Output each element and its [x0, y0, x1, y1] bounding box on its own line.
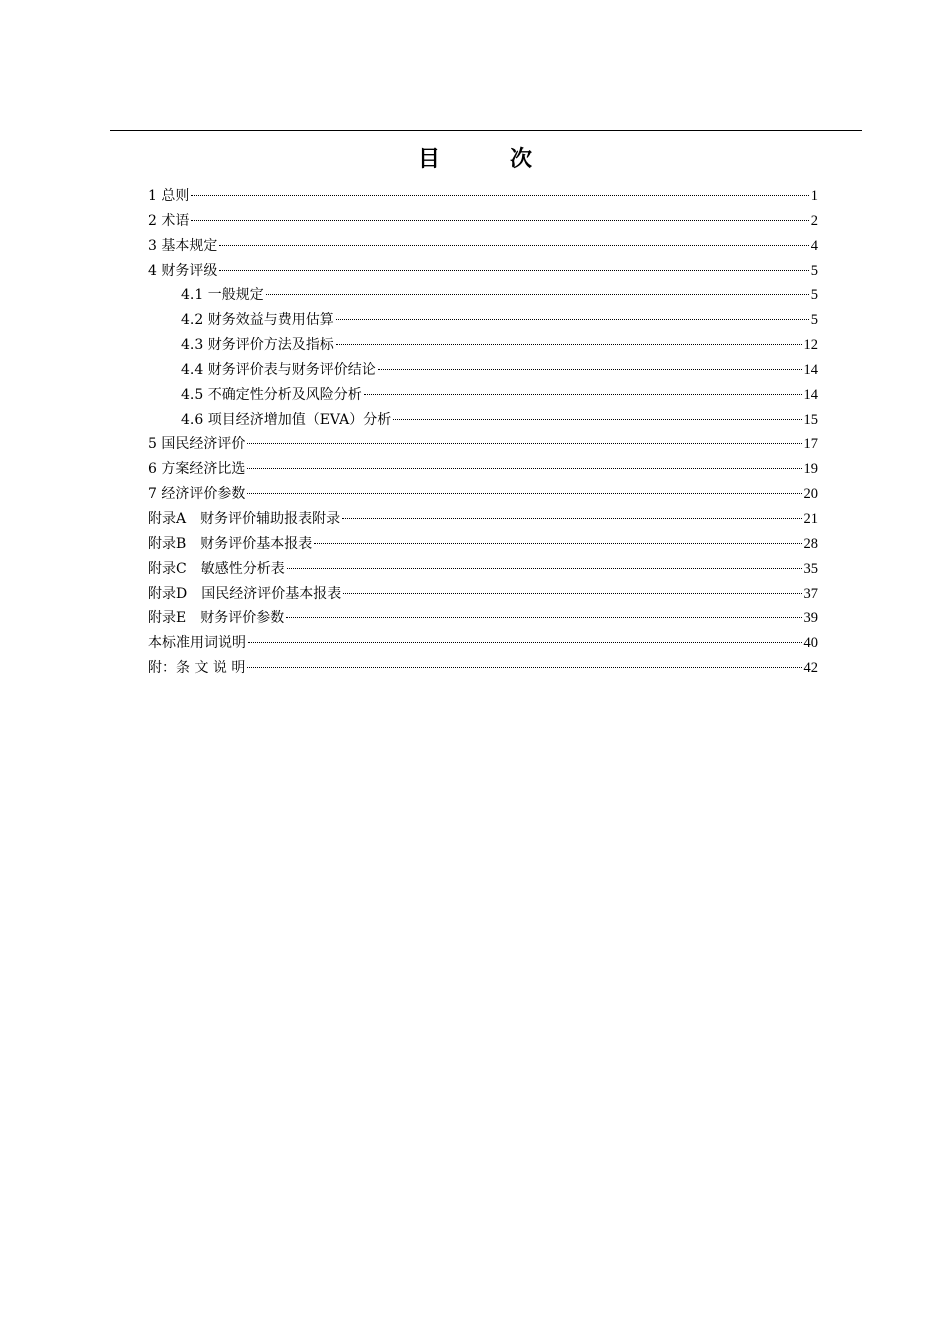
toc-entry[interactable] — [148, 606, 818, 631]
toc-entry-label: 4.3 财务评价方法及指标 — [181, 337, 334, 354]
toc-entry[interactable] — [148, 259, 818, 284]
toc-entry-page-number: 21 — [803, 510, 818, 527]
toc-dot-leader — [219, 270, 808, 271]
toc-dot-leader — [248, 642, 802, 643]
toc-entry-label: 附录D 国民经济评价基本报表 — [148, 585, 342, 602]
toc-entry-label: 5 国民经济评价 — [148, 436, 246, 453]
toc-entry-label: 4.5 不确定性分析及风险分析 — [181, 386, 362, 403]
toc-entry-label: 4.4 财务评价表与财务评价结论 — [181, 361, 376, 378]
toc-entry-label: 附录E 财务评价参数 — [148, 610, 285, 627]
header-rule — [110, 130, 862, 131]
toc-entry[interactable] — [148, 507, 818, 532]
toc-entry[interactable] — [148, 432, 818, 457]
toc-entry-label: 附录B 财务评价基本报表 — [148, 535, 313, 552]
toc-entry[interactable] — [148, 383, 818, 408]
toc-dot-leader — [191, 220, 808, 221]
toc-entry[interactable] — [148, 482, 818, 507]
toc-entry[interactable] — [148, 457, 818, 482]
toc-entry-page-number: 19 — [803, 461, 818, 478]
toc-entry-page-number: 12 — [803, 337, 818, 354]
toc-dot-leader — [336, 319, 809, 320]
toc-dot-leader — [342, 518, 801, 519]
toc-entry[interactable] — [148, 656, 818, 681]
toc-entry[interactable] — [148, 308, 818, 333]
toc-dot-leader — [343, 593, 801, 594]
toc-entry-page-number: 4 — [810, 237, 818, 254]
table-of-contents — [148, 184, 818, 681]
toc-entry-label: 附：条 文 说 明 — [148, 660, 246, 677]
toc-entry-page-number: 1 — [810, 188, 818, 204]
toc-entry[interactable] — [148, 333, 818, 358]
toc-entry-label: 6 方案经济比选 — [148, 461, 246, 478]
toc-dot-leader — [336, 344, 802, 345]
toc-dot-leader — [247, 667, 801, 668]
toc-entry-label: 4.6 项目经济增加值（EVA）分析 — [181, 411, 392, 428]
toc-entry[interactable] — [148, 557, 818, 582]
toc-dot-leader — [286, 617, 801, 618]
toc-dot-leader — [364, 394, 802, 395]
toc-dot-leader — [393, 419, 801, 420]
toc-entry-page-number: 35 — [803, 560, 818, 577]
toc-entry-label: 4 财务评级 — [148, 262, 218, 279]
toc-entry[interactable] — [148, 532, 818, 557]
toc-dot-leader — [266, 294, 809, 295]
toc-dot-leader — [314, 543, 801, 544]
toc-entry-page-number: 2 — [810, 212, 818, 229]
toc-entry-page-number: 15 — [803, 411, 818, 428]
toc-entry[interactable] — [148, 209, 818, 234]
toc-entry-label: 1 总则 — [148, 188, 190, 204]
toc-entry-page-number: 17 — [803, 436, 818, 453]
toc-entry-page-number: 39 — [803, 610, 818, 627]
toc-entry-page-number: 5 — [810, 287, 818, 304]
toc-entry-page-number: 5 — [810, 262, 818, 279]
toc-entry-page-number: 28 — [803, 535, 818, 552]
toc-entry[interactable] — [148, 184, 818, 209]
toc-dot-leader — [247, 493, 801, 494]
toc-entry-label: 附录A 财务评价辅助报表附录 — [148, 510, 341, 527]
toc-entry-page-number: 40 — [803, 635, 818, 652]
toc-entry[interactable] — [148, 582, 818, 607]
toc-entry-label: 2 术语 — [148, 212, 190, 229]
toc-entry[interactable] — [148, 408, 818, 433]
toc-entry-page-number: 20 — [803, 486, 818, 503]
toc-entry[interactable] — [148, 234, 818, 259]
toc-entry-label: 7 经济评价参数 — [148, 486, 246, 503]
toc-dot-leader — [287, 568, 802, 569]
toc-entry-page-number: 14 — [803, 361, 818, 378]
toc-entry[interactable] — [148, 358, 818, 383]
toc-dot-leader — [378, 369, 802, 370]
toc-entry-label: 4.1 一般规定 — [181, 287, 264, 304]
toc-dot-leader — [191, 195, 808, 196]
toc-dot-leader — [219, 245, 808, 246]
toc-entry-page-number: 37 — [803, 585, 818, 602]
toc-dot-leader — [247, 443, 801, 444]
toc-entry[interactable] — [148, 283, 818, 308]
toc-entry-label: 附录C 敏感性分析表 — [148, 560, 285, 577]
toc-dot-leader — [247, 468, 801, 469]
toc-entry-page-number: 5 — [810, 312, 818, 329]
toc-entry-label: 4.2 财务效益与费用估算 — [181, 312, 334, 329]
page-title: 目 次 — [417, 146, 556, 172]
toc-entry-label: 本标准用词说明 — [148, 635, 246, 652]
toc-entry[interactable] — [148, 631, 818, 656]
toc-entry-page-number: 14 — [803, 386, 818, 403]
toc-entry-page-number: 42 — [803, 660, 818, 677]
toc-entry-label: 3 基本规定 — [148, 237, 218, 254]
